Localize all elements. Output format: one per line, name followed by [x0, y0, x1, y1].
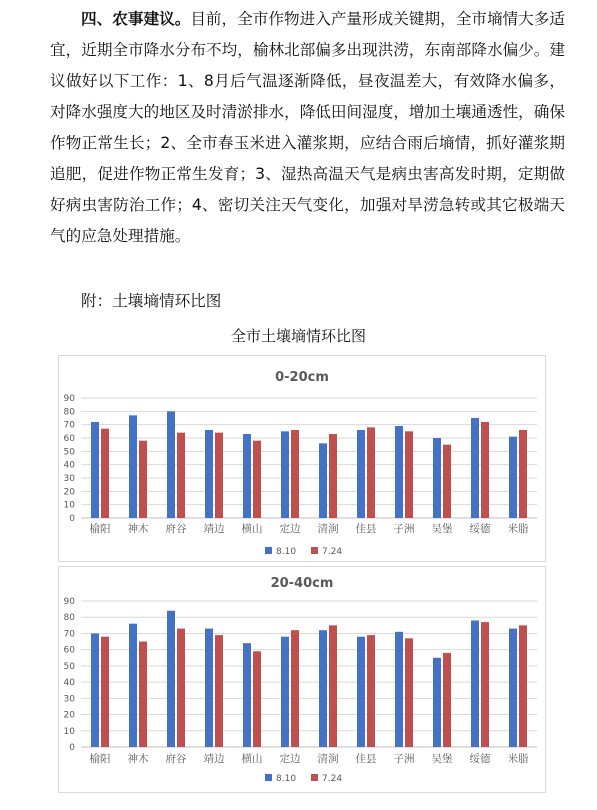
- y-tick-label: 40: [63, 678, 75, 689]
- bar-series1: [471, 620, 479, 747]
- bar-series1: [129, 624, 137, 747]
- x-category-label: 横山: [241, 523, 263, 535]
- paragraph-body: 目前，全市作物进入产量形成关键期，全市墒情大多适宜，近期全市降水分布不均，榆林北部偏多出现洪涝，东南部降水偏少。建议做好以下工作：1、8月后气温逐渐降低，昼夜温差大，有效降水偏多，对降水强度大的地区及时清淤排水，降低田间湿度，增加土壤通透性，确保作物正常生长；2、全市春玉米进入灌浆期，应结合雨后墒情，抓好灌浆期追肥，促进作物正常生发育；3、湿热高温天气是病虫害高发时期，定期做好病虫害防治工作；4、密切关注天气变化，加强对旱涝急转或其它极端天气的应急处理措施。: [50, 10, 565, 245]
- x-category-label: 米脂: [507, 753, 529, 765]
- x-category-label: 靖边: [203, 753, 225, 765]
- legend-swatch: [265, 774, 272, 781]
- y-tick-label: 80: [63, 613, 75, 624]
- x-category-label: 清涧: [317, 523, 339, 535]
- x-category-label: 清涧: [317, 753, 339, 765]
- x-category-label: 横山: [241, 753, 263, 765]
- chart-title: 0-20cm: [275, 370, 329, 385]
- bar-series2: [367, 635, 375, 747]
- bar-series1: [167, 611, 175, 747]
- bar-series1: [281, 431, 289, 518]
- x-category-label: 子洲: [393, 753, 415, 765]
- chart-0-20cm-svg: [59, 356, 545, 561]
- bar-series1: [205, 430, 213, 518]
- bar-series1: [243, 643, 251, 747]
- bar-series2: [253, 441, 261, 518]
- bar-series1: [357, 637, 365, 747]
- x-category-label: 府谷: [165, 523, 187, 535]
- bar-series2: [177, 433, 185, 518]
- x-category-label: 佳县: [355, 523, 377, 535]
- bar-series2: [101, 637, 109, 747]
- x-category-label: 米脂: [507, 523, 529, 535]
- bar-series2: [481, 422, 489, 518]
- x-category-label: 佳县: [355, 753, 377, 765]
- x-category-label: 榆阳: [89, 523, 111, 535]
- bar-series2: [405, 638, 413, 747]
- bar-series2: [215, 635, 223, 747]
- bar-series1: [243, 434, 251, 518]
- x-category-label: 定边: [279, 753, 301, 765]
- y-tick-label: 10: [63, 726, 75, 737]
- bar-series2: [481, 622, 489, 747]
- chart-20-40cm-svg: [59, 567, 545, 792]
- x-category-label: 绥德: [469, 523, 491, 535]
- bar-series2: [519, 430, 527, 518]
- y-tick-label: 70: [63, 420, 75, 431]
- bar-series2: [291, 630, 299, 747]
- bar-series2: [253, 651, 261, 747]
- x-category-label: 吴堡: [431, 523, 453, 535]
- bar-series2: [519, 625, 527, 747]
- bar-series1: [395, 632, 403, 747]
- bar-series2: [443, 653, 451, 747]
- bar-series1: [129, 415, 137, 518]
- bar-series1: [91, 422, 99, 518]
- bar-series1: [205, 629, 213, 747]
- x-category-label: 神木: [127, 753, 149, 765]
- bar-series2: [215, 433, 223, 518]
- bar-series1: [281, 637, 289, 747]
- y-tick-label: 40: [63, 460, 75, 471]
- y-tick-label: 20: [63, 487, 75, 498]
- y-tick-label: 0: [69, 743, 75, 753]
- y-tick-label: 70: [63, 629, 75, 640]
- legend-label: 8.10: [276, 547, 297, 557]
- bar-series2: [329, 434, 337, 518]
- x-category-label: 靖边: [203, 523, 225, 535]
- bar-series2: [139, 441, 147, 518]
- section-heading: 四、农事建议。: [81, 10, 191, 28]
- bar-series2: [329, 625, 337, 747]
- y-tick-label: 30: [63, 694, 75, 705]
- bar-series2: [101, 429, 109, 518]
- bar-series1: [357, 430, 365, 518]
- x-category-label: 吴堡: [431, 753, 453, 765]
- legend-label: 7.24: [322, 547, 343, 557]
- figure-title: 全市土壤墒情环比图: [230, 327, 366, 345]
- bar-series1: [319, 443, 327, 518]
- chart-20-40cm: [58, 566, 546, 793]
- bar-series2: [405, 431, 413, 518]
- y-tick-label: 50: [63, 447, 75, 458]
- y-tick-label: 30: [63, 474, 75, 484]
- y-tick-label: 0: [69, 514, 75, 524]
- x-category-label: 府谷: [165, 753, 187, 765]
- x-category-label: 子洲: [393, 523, 415, 535]
- bar-series2: [139, 642, 147, 747]
- y-tick-label: 10: [63, 500, 75, 511]
- advice-paragraph: [50, 4, 565, 252]
- y-tick-label: 60: [63, 645, 75, 656]
- legend-label: 8.10: [276, 774, 297, 784]
- y-tick-label: 90: [63, 597, 75, 607]
- bar-series2: [291, 430, 299, 518]
- attachment-label: 附：土壤墒情环比图: [81, 292, 222, 310]
- bar-series1: [91, 633, 99, 747]
- chart-0-20cm: [58, 355, 546, 562]
- bar-series1: [433, 438, 441, 518]
- y-tick-label: 90: [63, 394, 75, 404]
- x-category-label: 定边: [279, 523, 301, 535]
- legend-swatch: [311, 774, 318, 781]
- x-category-label: 榆阳: [89, 753, 111, 765]
- y-tick-label: 50: [63, 661, 75, 672]
- bar-series2: [367, 427, 375, 518]
- y-tick-label: 80: [63, 407, 75, 418]
- y-tick-label: 20: [63, 710, 75, 721]
- bar-series1: [395, 426, 403, 518]
- y-tick-label: 60: [63, 434, 75, 444]
- bar-series1: [433, 658, 441, 747]
- bar-series2: [443, 445, 451, 518]
- bar-series1: [509, 437, 517, 518]
- chart-title: 20-40cm: [270, 576, 334, 591]
- legend-swatch: [311, 547, 318, 554]
- bar-series1: [509, 629, 517, 747]
- legend-label: 7.24: [322, 774, 343, 784]
- legend-swatch: [265, 547, 272, 554]
- x-category-label: 神木: [127, 523, 149, 535]
- bar-series1: [319, 630, 327, 747]
- x-category-label: 绥德: [469, 753, 491, 765]
- bar-series2: [177, 629, 185, 747]
- bar-series1: [167, 411, 175, 518]
- bar-series1: [471, 418, 479, 518]
